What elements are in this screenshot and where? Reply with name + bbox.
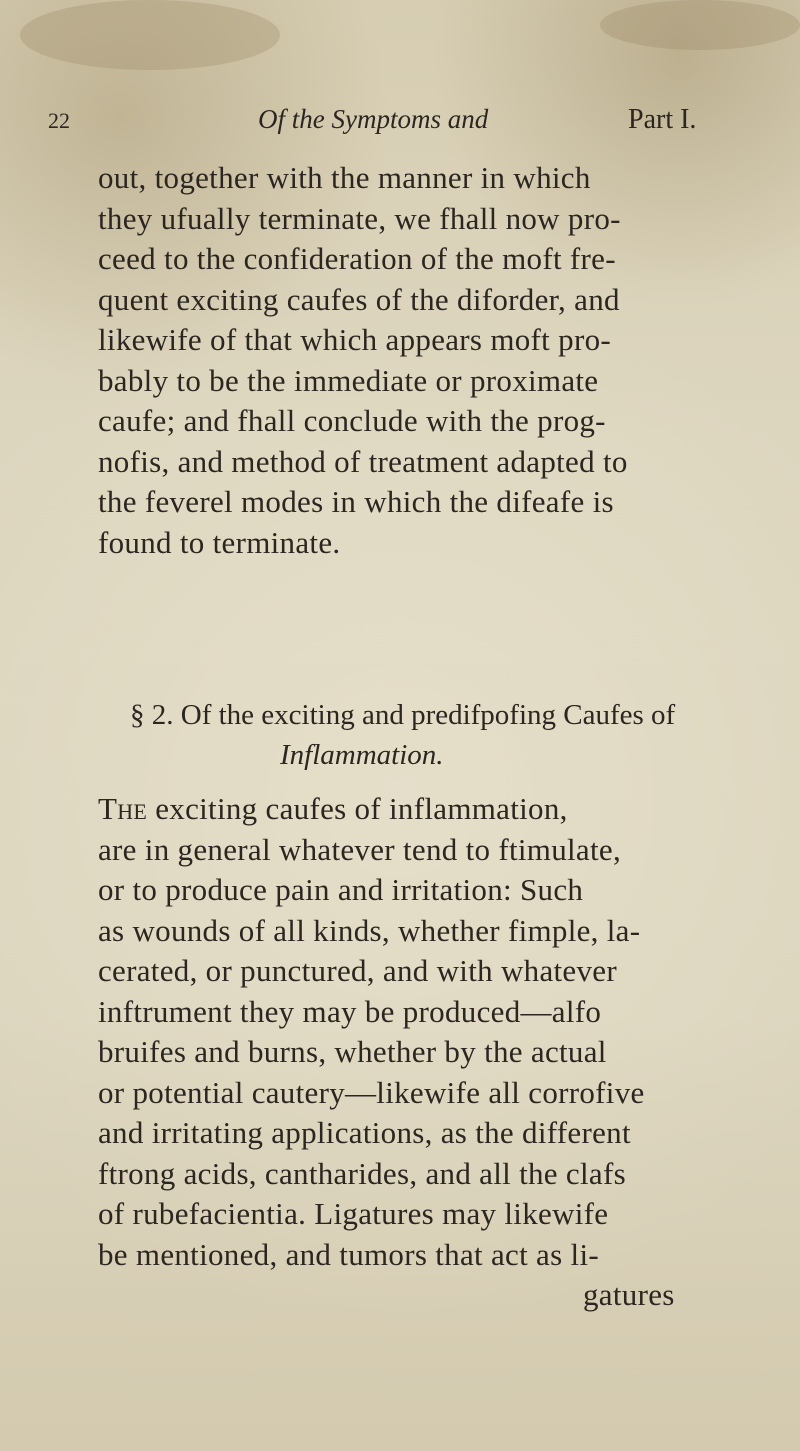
text-line: as wounds of all kinds, whether fimple, la-: [98, 912, 641, 948]
section-heading-line: § 2. Of the exciting and predifpofing Caufes of: [130, 699, 676, 731]
running-title: Of the Symptoms and: [258, 104, 489, 134]
section-heading: [130, 695, 690, 775]
text-line: [98, 789, 738, 830]
text-line: they ufually terminate, we fhall now pro-: [98, 200, 621, 236]
text-line: or to produce pain and irritation: Such: [98, 872, 584, 907]
page-stain: [20, 0, 280, 70]
text-line: or potential cautery—likewife all corrofive: [98, 1074, 645, 1110]
paragraph-2: [98, 789, 738, 1316]
text-line: likewife of that which appears moft pro-: [98, 322, 611, 357]
paragraph-1: [98, 158, 738, 563]
page-number: 22: [48, 108, 70, 133]
text-line: quent exciting caufes of the diforder, and: [98, 281, 620, 317]
text-line: out, together with the manner in which: [98, 160, 591, 195]
running-part: Part I.: [628, 104, 697, 135]
text-line: cerated, or punctured, and with whatever: [98, 953, 617, 988]
text-fragment: exciting caufes of inflammation,: [147, 791, 568, 826]
text-line: the feverel modes in which the difeafe is: [98, 484, 614, 519]
text-line: bruifes and burns, whether by the actual: [98, 1034, 607, 1069]
text-line: nofis, and method of treatment adapted to: [98, 443, 628, 479]
text-line: ftrong acids, cantharides, and all the clafs: [98, 1155, 626, 1191]
text-line: are in general whatever tend to ftimulate,: [98, 831, 622, 867]
text-line: found to terminate.: [98, 524, 341, 560]
text-line: and irritating applications, as the different: [98, 1115, 631, 1150]
lead-word: The: [98, 791, 148, 826]
text-line: of rubefacientia. Ligatures may likewife: [98, 1196, 609, 1231]
catchword: gatures: [583, 1277, 675, 1312]
running-head: [48, 104, 748, 148]
text-line: ceed to the confideration of the moft fre-: [98, 241, 616, 276]
section-heading-line: Inflammation.: [280, 739, 444, 771]
text-line: caufe; and fhall conclude with the prog-: [98, 403, 606, 438]
page-stain: [600, 0, 800, 50]
text-line: be mentioned, and tumors that act as li-: [98, 1236, 599, 1272]
text-line: inftrument they may be produced—alfo: [98, 993, 602, 1029]
text-line: bably to be the immediate or proximate: [98, 362, 599, 398]
